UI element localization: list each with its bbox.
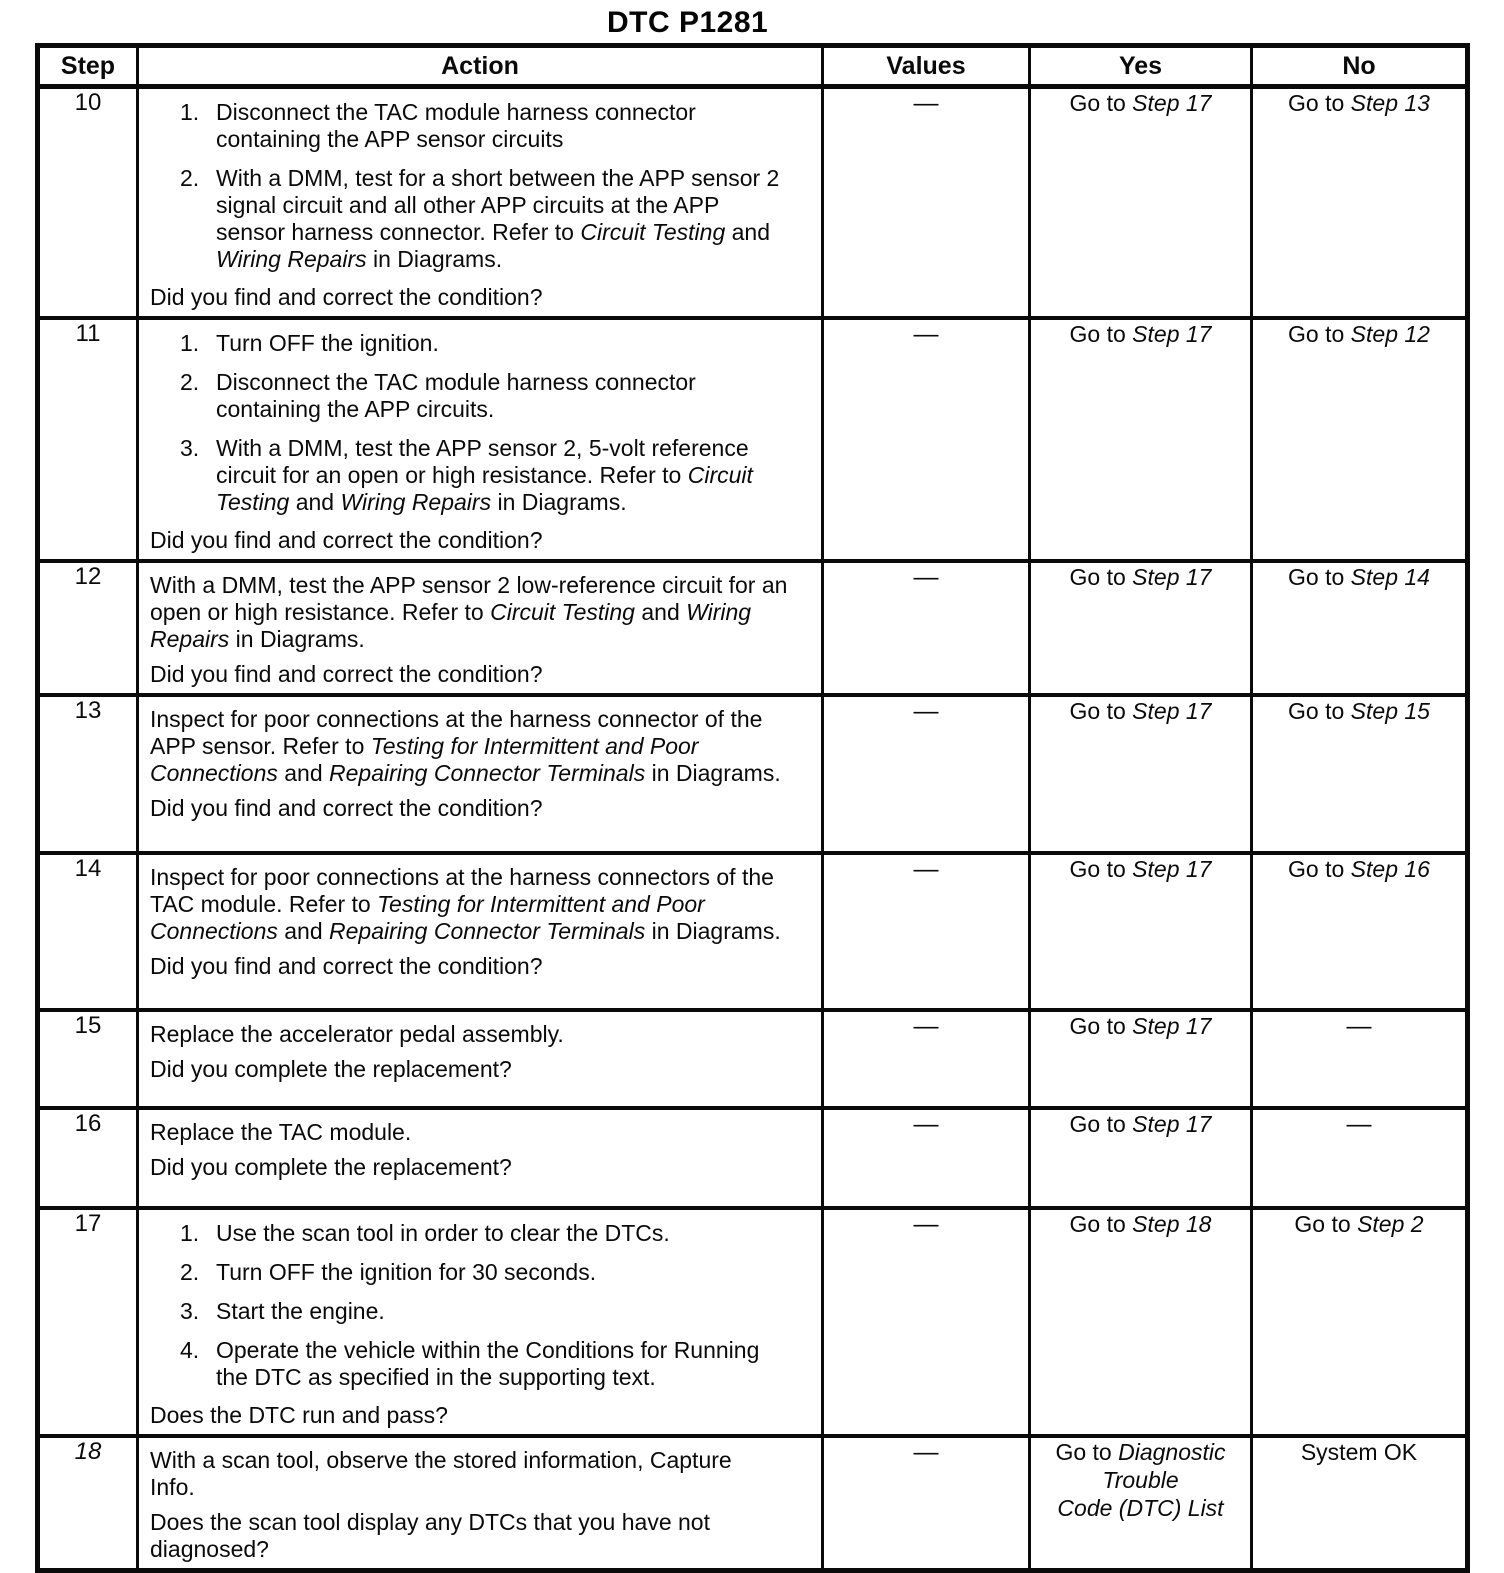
action-question: Did you complete the replacement? [150,1056,512,1082]
action-cell [138,87,823,319]
no-cell [1252,1436,1468,1571]
item-text: Turn OFF the ignition. [216,330,439,356]
yes-cell [1030,1208,1252,1436]
italic-text: Code (DTC) List [1057,1495,1224,1521]
yes-content [1031,89,1250,126]
action-content [139,1012,821,1088]
action-content [139,855,821,985]
action-question: Did you find and correct the condition? [150,284,543,310]
yes-cell [1030,1436,1252,1571]
yes-cell [1030,87,1252,319]
values-dash: — [913,697,939,725]
italic-text: Step 12 [1350,321,1430,347]
yes-line: Go to Step 17 [1069,90,1212,116]
table-row [38,853,1468,1010]
no-line: Go to Step 15 [1288,698,1430,724]
action-paragraph: Replace the accelerator pedal assembly. [150,1021,564,1047]
yes-line: Go to Step 17 [1069,564,1212,590]
item-text: Disconnect the TAC module harness connector containing the APP sensor circuits [216,99,696,152]
no-cell [1252,695,1468,853]
action-numbered-item [180,1259,811,1286]
action-question: Did you find and correct the condition? [150,527,543,553]
action-content [139,1110,821,1186]
italic-text: Repairing Connector Terminals [329,918,646,944]
action-content [139,320,821,559]
action-content [139,1210,821,1434]
table-row [38,1108,1468,1208]
no-line: Go to Step 16 [1288,856,1430,882]
item-number: 3. [180,1298,200,1324]
no-content [1253,697,1465,734]
item-number: 4. [180,1337,200,1363]
action-cell [138,318,823,561]
action-numbered-item [180,1220,811,1247]
yes-content [1031,1110,1250,1147]
yes-content [1031,697,1250,734]
step-cell [38,1010,138,1108]
values-cell [823,318,1030,561]
no-cell [1252,318,1468,561]
action-numbered-item [180,330,811,357]
italic-text: Diagnostic [1118,1439,1226,1465]
yes-content [1031,1438,1250,1531]
action-content [139,89,821,316]
action-cell [138,1010,823,1108]
item-number: 3. [180,435,200,461]
step-cell [38,318,138,561]
step-number: 18 [74,1438,102,1465]
values-cell [823,561,1030,695]
action-paragraph: Replace the TAC module. [150,1119,412,1145]
no-line: Go to Step 14 [1288,564,1430,590]
item-number: 2. [180,1259,200,1285]
yes-cell [1030,1108,1252,1208]
action-cell [138,853,823,1010]
yes-line: Go to Step 17 [1069,698,1212,724]
no-content [1253,89,1465,126]
item-text: Disconnect the TAC module harness connector containing the APP circuits. [216,369,696,422]
italic-text: Wiring Repairs [150,599,752,652]
values-dash: — [913,563,939,591]
table-body [38,87,1468,1571]
values-cell [823,853,1030,1010]
yes-content [1031,1210,1250,1247]
no-content [1253,855,1465,892]
item-number: 2. [180,165,200,191]
column-header-no: No [1252,46,1468,87]
yes-cell [1030,318,1252,561]
yes-content [1031,1012,1250,1049]
values-dash: — [913,1110,939,1138]
no-content [1253,320,1465,357]
table-row [38,318,1468,561]
table-row [38,1010,1468,1108]
italic-text: Step 17 [1132,698,1212,724]
italic-text: Trouble [1102,1467,1179,1493]
no-line: System OK [1300,1439,1418,1465]
italic-text: Step 17 [1132,1013,1212,1039]
table-row [38,87,1468,319]
no-content [1253,1012,1465,1040]
step-number: 16 [74,1110,102,1137]
table-row [38,1208,1468,1436]
action-numbered-item [180,99,811,153]
action-cell [138,1208,823,1436]
no-content [1253,1438,1465,1475]
item-text: Turn OFF the ignition for 30 seconds. [216,1259,597,1285]
column-header-step: Step [38,46,138,87]
yes-content [1031,320,1250,357]
no-cell [1252,1010,1468,1108]
italic-text: Circuit Testing [580,219,726,245]
column-header-values: Values [823,46,1030,87]
yes-content [1031,563,1250,600]
step-cell [38,1108,138,1208]
step-number: 14 [74,855,102,882]
action-question: Did you find and correct the condition? [150,795,543,821]
dtc-table [35,43,1470,1573]
yes-line [1102,1466,1178,1494]
no-content [1253,1210,1465,1247]
no-line: Go to Step 2 [1294,1211,1424,1237]
step-cell [38,853,138,1010]
action-paragraph: With a scan tool, observe the stored information, Capture Info. [150,1447,732,1500]
yes-cell [1030,561,1252,695]
italic-text: Step 17 [1132,564,1212,590]
no-cell [1252,561,1468,695]
yes-cell [1030,695,1252,853]
action-paragraph: With a DMM, test the APP sensor 2 low-reference circuit for an open or high resistance. Refer to Circuit Testing and Wiring Repairs in Diagrams. [150,572,788,652]
column-header-action: Action [138,46,823,87]
step-number: 10 [74,89,102,116]
italic-text: Step 17 [1132,1111,1212,1137]
action-cell [138,1436,823,1571]
item-number: 2. [180,369,200,395]
step-number: 15 [74,1012,102,1039]
step-cell [38,1436,138,1571]
action-numbered-item [180,1337,811,1391]
action-cell [138,695,823,853]
step-number: 13 [74,697,102,724]
item-text: Use the scan tool in order to clear the DTCs. [216,1220,670,1246]
values-cell [823,1010,1030,1108]
item-number: 1. [180,99,200,125]
action-cell [138,1108,823,1208]
yes-line: Go to Step 18 [1069,1211,1212,1237]
item-text: Start the engine. [216,1298,385,1324]
step-cell [38,87,138,319]
no-line: Go to Step 13 [1288,90,1430,116]
action-question: Does the scan tool display any DTCs that you have not diagnosed? [150,1509,710,1562]
italic-text: Wiring Repairs [216,246,367,272]
step-cell [38,561,138,695]
table-row [38,695,1468,853]
yes-line: Go to Step 17 [1069,856,1212,882]
values-cell [823,695,1030,853]
action-content [139,697,821,827]
table-row [38,561,1468,695]
action-content [139,563,821,693]
values-dash: — [913,1438,939,1466]
step-cell [38,1208,138,1436]
item-number: 1. [180,330,200,356]
no-cell [1252,853,1468,1010]
yes-line: Go to Step 17 [1069,1111,1212,1137]
values-cell [823,1208,1030,1436]
page-title: DTC P1281 [607,6,769,39]
no-content [1253,1110,1465,1138]
action-numbered-item [180,369,811,423]
action-question: Did you find and correct the condition? [150,661,543,687]
header-row [38,46,1468,87]
italic-text: Testing for Intermittent and Poor Connections [150,891,705,944]
table-row [38,1436,1468,1571]
italic-text: Circuit Testing [216,462,753,515]
no-line: Go to Step 12 [1288,321,1430,347]
italic-text: Repairing Connector Terminals [329,760,646,786]
italic-text: Step 15 [1350,698,1430,724]
yes-line [1057,1494,1223,1522]
step-cell [38,695,138,853]
values-dash: — [913,89,939,117]
values-dash: — [913,1210,939,1238]
action-question: Did you find and correct the condition? [150,953,543,979]
italic-text: Step 17 [1132,856,1212,882]
italic-text: Step 16 [1350,856,1430,882]
table-header [38,46,1468,87]
italic-text: Wiring Repairs [340,489,492,515]
yes-cell [1030,1010,1252,1108]
item-text: With a DMM, test for a short between the APP sensor 2 signal circuit and all other APP circuits at the APP sensor harness connector. Refer to Circuit Testing and Wiring Repairs in Diagrams. [216,165,780,272]
action-cell [138,561,823,695]
italic-text: Step 13 [1350,90,1430,116]
values-cell [823,87,1030,319]
no-cell [1252,87,1468,319]
action-paragraph: Inspect for poor connections at the harness connectors of the TAC module. Refer to Testing for Intermittent and Poor Connections and Repairing Connector Terminals in Diagrams. [150,864,781,944]
italic-text: Step 18 [1132,1211,1212,1237]
values-cell [823,1108,1030,1208]
italic-text: Step 14 [1350,564,1430,590]
action-question: Does the DTC run and pass? [150,1402,448,1428]
italic-text: Circuit Testing [490,599,635,625]
italic-text: Step 2 [1357,1211,1424,1237]
values-cell [823,1436,1030,1571]
yes-line: Go to Step 17 [1069,321,1212,347]
yes-content [1031,855,1250,892]
yes-cell [1030,853,1252,1010]
action-numbered-item [180,435,811,516]
italic-text: Step 17 [1132,321,1212,347]
values-dash: — [913,1012,939,1040]
italic-text: Testing for Intermittent and Poor Connections [150,733,699,786]
step-number: 11 [75,320,101,347]
action-content [139,1438,821,1568]
step-number: 17 [74,1210,102,1237]
no-cell [1252,1208,1468,1436]
values-dash: — [913,320,939,348]
no-cell [1252,1108,1468,1208]
column-header-yes: Yes [1030,46,1252,87]
values-dash: — [913,855,939,883]
action-paragraph: Inspect for poor connections at the harness connector of the APP sensor. Refer to Testing for Intermittent and Poor Connections and Repairing Connector Terminals in Diagrams. [150,706,781,786]
yes-line: Go to Diagnostic [1055,1439,1226,1465]
step-number: 12 [74,563,102,590]
italic-text: Step 17 [1132,90,1212,116]
item-number: 1. [180,1220,200,1246]
action-numbered-item [180,165,811,273]
yes-line: Go to Step 17 [1069,1013,1212,1039]
item-text: Operate the vehicle within the Conditions for Running the DTC as specified in the supporting text. [216,1337,760,1390]
action-numbered-item [180,1298,811,1325]
item-text: With a DMM, test the APP sensor 2, 5-volt reference circuit for an open or high resistance. Refer to Circuit Testing and Wiring Repairs in Diagrams. [216,435,753,515]
no-line: — [1346,1012,1372,1040]
no-line: — [1346,1110,1372,1138]
no-content [1253,563,1465,600]
action-question: Did you complete the replacement? [150,1154,512,1180]
